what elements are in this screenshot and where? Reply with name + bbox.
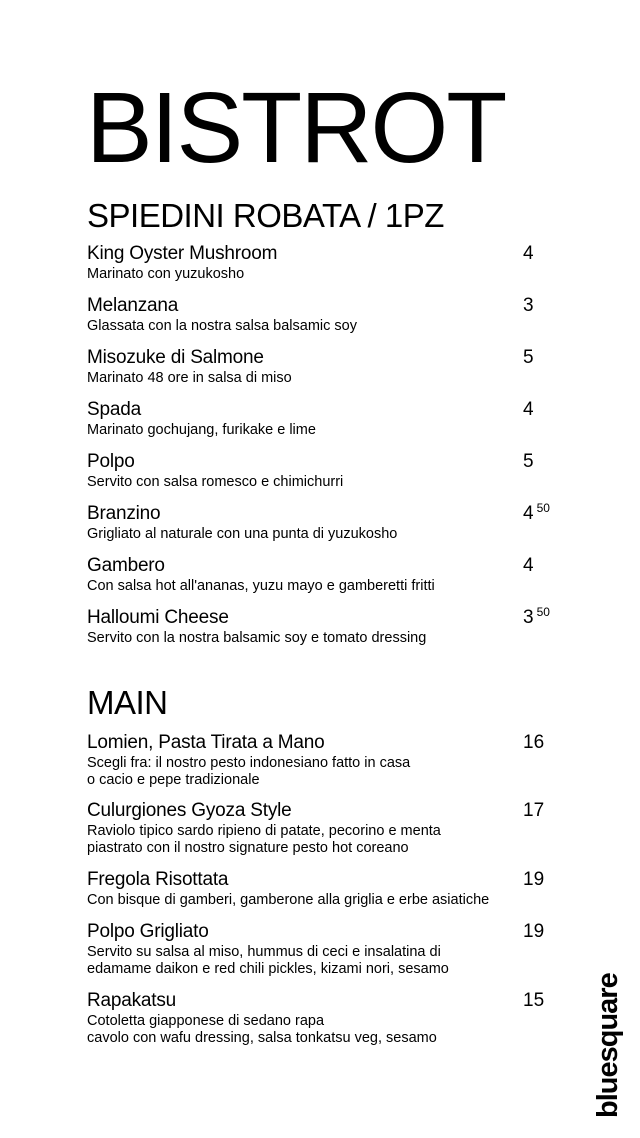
menu-item-description: Raviolo tipico sardo ripieno di patate, pecorino e menta piastrato con il nostro signature pesto hot coreano [87, 823, 441, 856]
price-units: 17 [523, 800, 545, 821]
price-units: 4 [523, 399, 534, 420]
menu-item-description: Glassata con la nostra salsa balsamic soy [87, 318, 357, 334]
menu-item [87, 503, 567, 555]
menu-item-name: Branzino [87, 503, 161, 524]
menu-item-description: Cotoletta giapponese di sedano rapa cavolo con wafu dressing, salsa tonkatsu veg, sesamo [87, 1013, 437, 1046]
price-cents: 50 [536, 605, 550, 619]
menu-item [87, 399, 567, 451]
price-units: 15 [523, 990, 545, 1011]
menu-item-price [523, 243, 534, 265]
menu-item-description: Marinato con yuzukosho [87, 266, 245, 282]
price-units: 5 [523, 347, 534, 368]
price-units: 19 [523, 921, 545, 942]
menu-item-name: Gambero [87, 555, 165, 576]
menu-item-description: Grigliato al naturale con una punta di yuzukosho [87, 526, 398, 542]
menu-item-description: Con bisque di gamberi, gamberone alla griglia e erbe asiatiche [87, 892, 490, 908]
price-units: 4 [523, 555, 534, 576]
menu-item [87, 451, 567, 503]
menu-item-description: Con salsa hot all'ananas, yuzu mayo e gamberetti fritti [87, 578, 435, 594]
menu-item-description: Servito su salsa al miso, hummus di ceci e insalatina di edamame daikon e red chili pickles, kizami nori, sesamo [87, 944, 449, 977]
section-title-spiedini: SPIEDINI ROBATA / 1PZ [87, 197, 444, 234]
menu-item-price [523, 451, 534, 473]
menu-item-name: Rapakatsu [87, 990, 177, 1011]
menu-item-price [523, 399, 534, 421]
menu-item-name: Lomien, Pasta Tirata a Mano [87, 732, 325, 753]
menu-item-price [523, 732, 544, 754]
menu-item-price [523, 990, 544, 1012]
menu-item [87, 990, 567, 1047]
menu-item-name: King Oyster Mushroom [87, 243, 278, 264]
menu-item [87, 555, 567, 607]
price-cents: 50 [536, 501, 550, 515]
menu-item-description: Marinato 48 ore in salsa di miso [87, 370, 292, 386]
price-units: 4 [523, 243, 534, 264]
menu-item-description: Servito con la nostra balsamic soy e tomato dressing [87, 630, 427, 646]
price-units: 19 [523, 869, 545, 890]
menu-item-name: Fregola Risottata [87, 869, 229, 890]
price-units: 5 [523, 451, 534, 472]
menu-item-name: Halloumi Cheese [87, 607, 229, 628]
menu-item [87, 732, 567, 800]
menu-item-name: Polpo [87, 451, 135, 472]
menu-item [87, 347, 567, 399]
menu-item-name: Misozuke di Salmone [87, 347, 264, 368]
menu-item [87, 869, 567, 921]
menu-item-name: Melanzana [87, 295, 179, 316]
menu-list-main [87, 732, 567, 1047]
price-units: 3 [523, 607, 534, 628]
menu-item-description: Servito con salsa romesco e chimichurri [87, 474, 344, 490]
menu-item-price [523, 503, 550, 525]
menu-item [87, 243, 567, 295]
page-title: BISTROT [86, 72, 506, 184]
menu-list-spiedini [87, 243, 567, 659]
menu-item-price [523, 800, 544, 822]
menu-item-description: Marinato gochujang, furikake e lime [87, 422, 316, 438]
menu-item [87, 295, 567, 347]
menu-item-price [523, 295, 534, 317]
price-units: 4 [523, 503, 534, 524]
menu-item-name: Polpo Grigliato [87, 921, 209, 942]
menu-item-price [523, 555, 534, 577]
menu-item-price [523, 607, 550, 629]
menu-item-price [523, 921, 544, 943]
section-title-main: MAIN [87, 684, 168, 721]
price-units: 3 [523, 295, 534, 316]
menu-item-name: Spada [87, 399, 141, 420]
menu-item-price [523, 869, 544, 891]
menu-item-description: Scegli fra: il nostro pesto indonesiano fatto in casa o cacio e pepe tradizionale [87, 755, 411, 788]
menu-item [87, 607, 567, 659]
menu-item-name: Culurgiones Gyoza Style [87, 800, 292, 821]
brand-logo: bluesquare [592, 973, 624, 1118]
menu-item [87, 921, 567, 990]
menu-item-price [523, 347, 534, 369]
price-units: 16 [523, 732, 545, 753]
menu-item [87, 800, 567, 869]
